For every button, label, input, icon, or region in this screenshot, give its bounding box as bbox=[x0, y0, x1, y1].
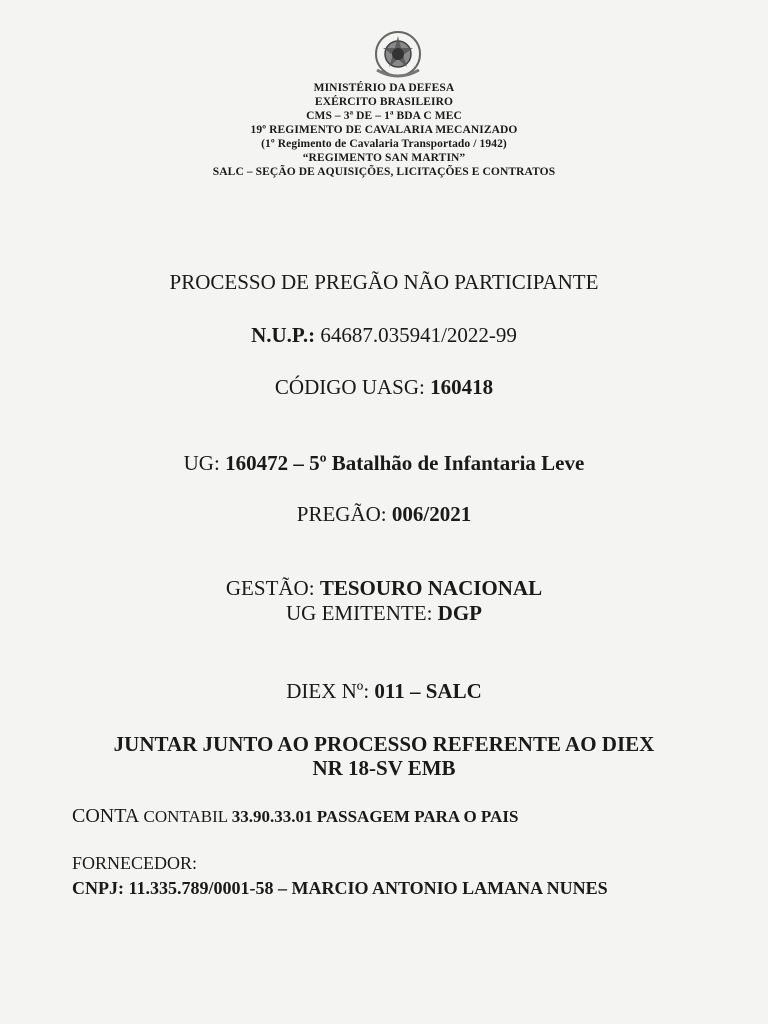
fornecedor-label: FORNECEDOR: bbox=[72, 853, 198, 873]
pregao-value: 006/2021 bbox=[391, 502, 472, 526]
diex-label: DIEX Nº: bbox=[286, 679, 375, 703]
diex-line bbox=[0, 679, 768, 704]
conta-line bbox=[72, 805, 518, 828]
header-regiment-name: “REGIMENTO SAN MARTIN” bbox=[302, 152, 466, 164]
conta-value: 33.90.33.01 PASSAGEM PARA O PAIS bbox=[231, 807, 519, 826]
gestao-label: GESTÃO: bbox=[225, 576, 320, 600]
ug-line bbox=[0, 451, 768, 476]
conta-label-contabil: CONTABIL bbox=[139, 807, 232, 826]
uasg-label: CÓDIGO UASG: bbox=[274, 375, 431, 399]
document-title: PROCESSO DE PREGÃO NÃO PARTICIPANTE bbox=[169, 270, 599, 294]
coat-of-arms-emblem bbox=[371, 28, 425, 80]
uasg-value: 160418 bbox=[430, 375, 494, 399]
juntar-line-1: JUNTAR JUNTO AO PROCESSO REFERENTE AO DIEX bbox=[113, 732, 655, 756]
header-command: CMS – 3ª DE – 1ª BDA C MEC bbox=[306, 110, 462, 122]
header-section: SALC – SEÇÃO DE AQUISIÇÕES, LICITAÇÕES E CONTRATOS bbox=[212, 166, 556, 178]
uasg-line bbox=[0, 375, 768, 400]
ug-emitente-line bbox=[0, 601, 768, 626]
gestao-value: TESOURO NACIONAL bbox=[319, 576, 543, 600]
header-army: EXÉRCITO BRASILEIRO bbox=[314, 96, 454, 108]
header-regiment: 19º REGIMENTO DE CAVALARIA MECANIZADO bbox=[250, 124, 518, 136]
diex-value: 011 – SALC bbox=[374, 679, 482, 703]
header-ministry: MINISTÉRIO DA DEFESA bbox=[313, 82, 455, 94]
ug-value: 160472 – 5º Batalhão de Infantaria Leve bbox=[225, 451, 585, 475]
cnpj-line: CNPJ: 11.335.789/0001-58 – MARCIO ANTONIO LAMANA NUNES bbox=[72, 878, 608, 898]
nup-value: 64687.035941/2022-99 bbox=[315, 323, 517, 347]
nup-line bbox=[0, 323, 768, 348]
nup-label: N.U.P.: bbox=[251, 323, 316, 347]
gestao-line bbox=[0, 576, 768, 601]
ug-label: UG: bbox=[183, 451, 226, 475]
pregao-label: PREGÃO: bbox=[296, 502, 392, 526]
ug-emitente-value: DGP bbox=[437, 601, 482, 625]
juntar-line-2: NR 18-SV EMB bbox=[312, 756, 456, 780]
header-regiment-history: (1º Regimento de Cavalaria Transportado / 1942) bbox=[261, 138, 507, 150]
pregao-line bbox=[0, 502, 768, 527]
conta-label: CONTA bbox=[72, 805, 140, 827]
ug-emitente-label: UG EMITENTE: bbox=[286, 601, 438, 625]
